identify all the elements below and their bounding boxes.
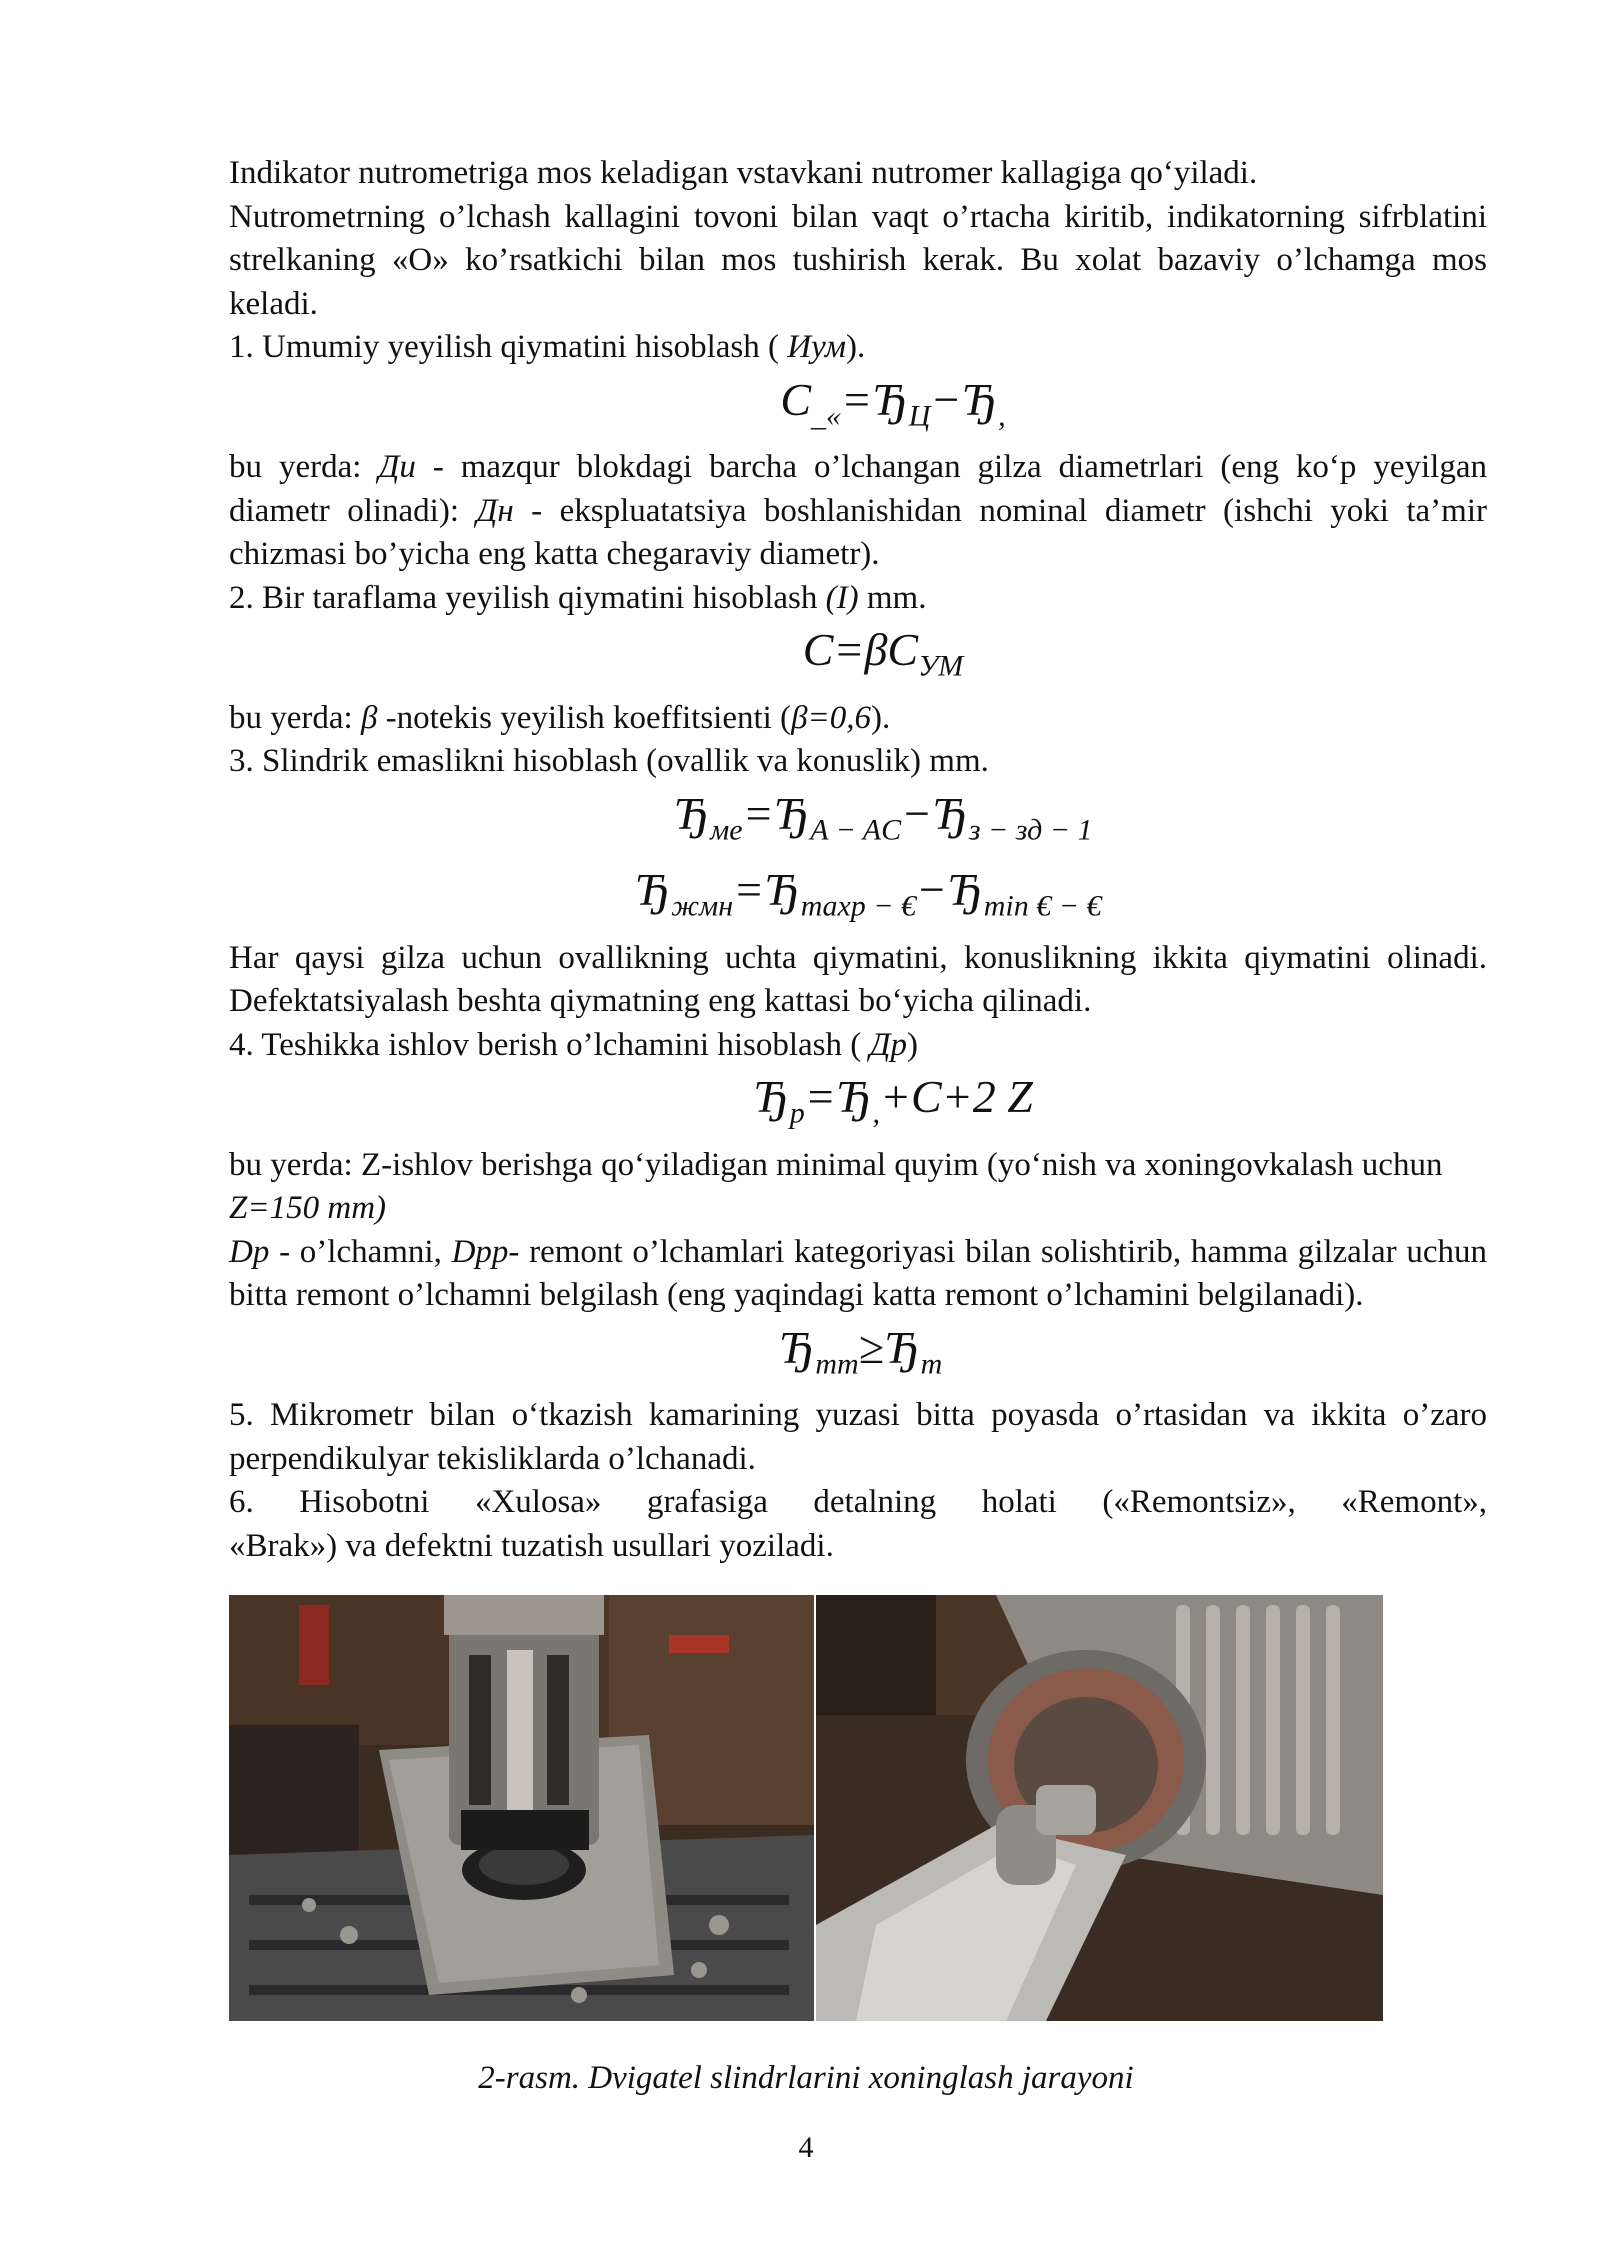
note-2 — [229, 697, 1487, 741]
item-6-line-1: 6. Hisobotni «Xulosa» grafasiga detalning holati («Remontsiz», «Remont», — [229, 1484, 1487, 1520]
formula-taper-eq: = — [733, 864, 765, 915]
note-2-a: bu yerda: — [229, 699, 361, 736]
item-4 — [229, 1024, 1487, 1068]
formula-repair-size — [229, 1067, 1487, 1144]
item-4-symbol: Др — [869, 1026, 908, 1063]
item-4-close: ) — [907, 1026, 919, 1063]
formula-condition — [229, 1318, 1487, 1395]
formula-one-sided-wear — [229, 620, 1487, 697]
note-2-symbol: β — [360, 699, 378, 736]
formula-taper-lhs: Ђ — [634, 864, 672, 915]
formula-repair-size-eq: = — [804, 1071, 836, 1122]
note-4-b: Z=150 mm) — [229, 1190, 387, 1226]
formula-condition-op: ≥ — [858, 1321, 884, 1373]
item-2-unit: mm. — [858, 579, 927, 616]
formula-taper-lhs-sub: жмн — [671, 889, 734, 923]
item-5: 5. Mikrometr bilan o‘tkazish kamarining yuzasi bitta poyasda o’rtasidan va ikkita o’zaro perpendikulyar tekisliklarda o’lchanadi. — [229, 1397, 1487, 1477]
formula-total-wear — [229, 370, 1487, 447]
note-1-symbol-1: Ди — [378, 449, 416, 485]
formula-ovality-t1: Ђ — [773, 787, 811, 839]
paragraph-procedure: Nutrometrning o’lchash kallagini tovoni bilan vaqt o’rtacha kiritib, indikatorning sifrblatini strelkaning «O» ko’rsatkichi bilan mos tushirish kerak. Bu xolat bazaviy o’lchamga mos keladi. — [229, 198, 1487, 322]
item-2 — [229, 577, 1487, 621]
formula-condition-t1-sub: m — [920, 1347, 943, 1380]
formula-ovality-eq: = — [742, 787, 774, 839]
formula-total-wear-lhs: C — [780, 373, 812, 425]
photo-honing-machine — [229, 1595, 814, 2021]
formula-ovality-lhs: Ђ — [673, 787, 711, 839]
item-3: 3. Slindrik emaslikni hisoblash (ovallik va konuslik) mm. — [229, 743, 989, 779]
note-1-b: - mazqur blokdagi barcha o’lchangan gilza diametrlari (eng ko‘p yeyilgan diametr olinadi): — [229, 449, 1487, 529]
formula-repair-size-lhs: Ђ — [753, 1071, 790, 1122]
formula-one-sided-wear-rhs-sub: УМ — [918, 649, 964, 683]
formula-total-wear-minus: − — [930, 373, 962, 425]
formula-repair-size-lhs-sub: p — [789, 1096, 805, 1130]
note-1 — [229, 446, 1487, 577]
paragraph-dp — [229, 1231, 1487, 1318]
item-2-text: 2. Bir taraflama yeyilish qiymatini hisoblash — [229, 579, 826, 616]
formula-condition-lhs: Ђ — [778, 1321, 816, 1373]
formula-total-wear-t1: Ђ — [872, 373, 909, 425]
item-6-line-2: «Brak») va defektni tuzatish usullari yoziladi. — [229, 1527, 834, 1564]
photo-honing-cylinder — [816, 1595, 1383, 2021]
formula-condition-lhs-sub: mm — [815, 1347, 859, 1380]
formula-repair-size-t1: Ђ — [835, 1071, 873, 1122]
formula-taper-minus: − — [916, 864, 948, 915]
note-2-value: β=0,6 — [791, 699, 872, 736]
formula-total-wear-t1-sub: Ц — [908, 399, 931, 432]
item-1-text: 1. Umumiy yeyilish qiymatini hisoblash ( — [229, 329, 788, 365]
formula-one-sided-wear-eq: = — [833, 624, 865, 675]
formula-ovality-minus: − — [901, 787, 933, 839]
formula-one-sided-wear-lhs: C — [802, 624, 834, 675]
formula-taper — [229, 860, 1487, 937]
formula-total-wear-t2-sub: , — [998, 399, 1006, 432]
figure-photos — [229, 1595, 1383, 2021]
paragraph-defect: Har qaysi gilza uchun ovallikning uchta qiymatini, konuslikning ikkita qiymatini olinadi. Defektatsiyalash beshta qiymatning eng kattasi bo‘yicha qilinadi. — [229, 939, 1487, 1019]
item-1 — [229, 326, 1487, 370]
formula-taper-t2: Ђ — [947, 864, 984, 915]
formula-condition-t1: Ђ — [883, 1321, 921, 1373]
item-4-text: 4. Teshikka ishlov berish o’lchamini hisoblash ( — [229, 1026, 870, 1063]
page-content — [229, 152, 1487, 1568]
formula-ovality — [229, 784, 1487, 861]
formula-total-wear-eq: = — [841, 373, 873, 425]
note-1-a: bu yerda: — [229, 449, 379, 485]
figure-caption: 2-rasm. Dvigatel slindrlarini xoninglash jarayoni — [478, 2060, 1134, 2096]
formula-repair-size-rest: +C+2 Z — [880, 1071, 1033, 1122]
formula-taper-t1-sub: maxp − € — [800, 889, 917, 923]
formula-total-wear-lhs-sub: _« — [811, 399, 842, 432]
formula-ovality-lhs-sub: ме — [710, 813, 743, 846]
formula-ovality-t2-sub: з − зд − 1 — [968, 813, 1093, 846]
formula-ovality-t1-sub: A − AC — [810, 813, 902, 846]
item-2-symbol: (I) — [825, 579, 859, 616]
item-1-close: ). — [845, 329, 866, 365]
dp-symbol-2: Dрр — [451, 1233, 509, 1270]
note-4-a: bu yerda: Z-ishlov berishga qo‘yiladigan minimal quyim (yo‘nish va xoningovkalash uchun — [229, 1146, 1443, 1183]
formula-total-wear-t2: Ђ — [961, 373, 999, 425]
dp-symbol-1: Dр — [229, 1233, 270, 1270]
note-2-c: ). — [871, 699, 891, 736]
formula-ovality-t2: Ђ — [932, 787, 969, 839]
page-number: 4 — [798, 2131, 814, 2164]
note-2-b: -notekis yeyilish koeffitsienti ( — [377, 699, 792, 736]
formula-taper-t1: Ђ — [764, 864, 801, 915]
paragraph-intro: Indikator nutrometriga mos keladigan vstavkani nutromer kallagiga qo‘yiladi. — [229, 155, 1258, 191]
note-1-symbol-2: Дн — [476, 492, 514, 529]
formula-one-sided-wear-rhs: βC — [864, 624, 919, 675]
note-4 — [229, 1144, 1487, 1231]
item-1-symbol: Иум — [787, 329, 846, 365]
dp-b: - remont o’lchamlari kategoriyasi bilan solishtirib, hamma gilzalar uchun bitta remont o’lchamni belgilash (eng yaqindagi katta remont o’lchamini belgilanadi). — [229, 1233, 1488, 1313]
note-1-c: - ekspluatatsiya boshlanishidan nominal diametr (ishchi yoki ta’mir chizmasi bo’yicha eng katta chegaraviy diametr). — [229, 492, 1487, 572]
dp-a: - o’lchamni, — [269, 1233, 452, 1270]
formula-taper-t2-sub: min € − € — [983, 889, 1102, 923]
formula-repair-size-t1-sub: , — [872, 1096, 880, 1130]
